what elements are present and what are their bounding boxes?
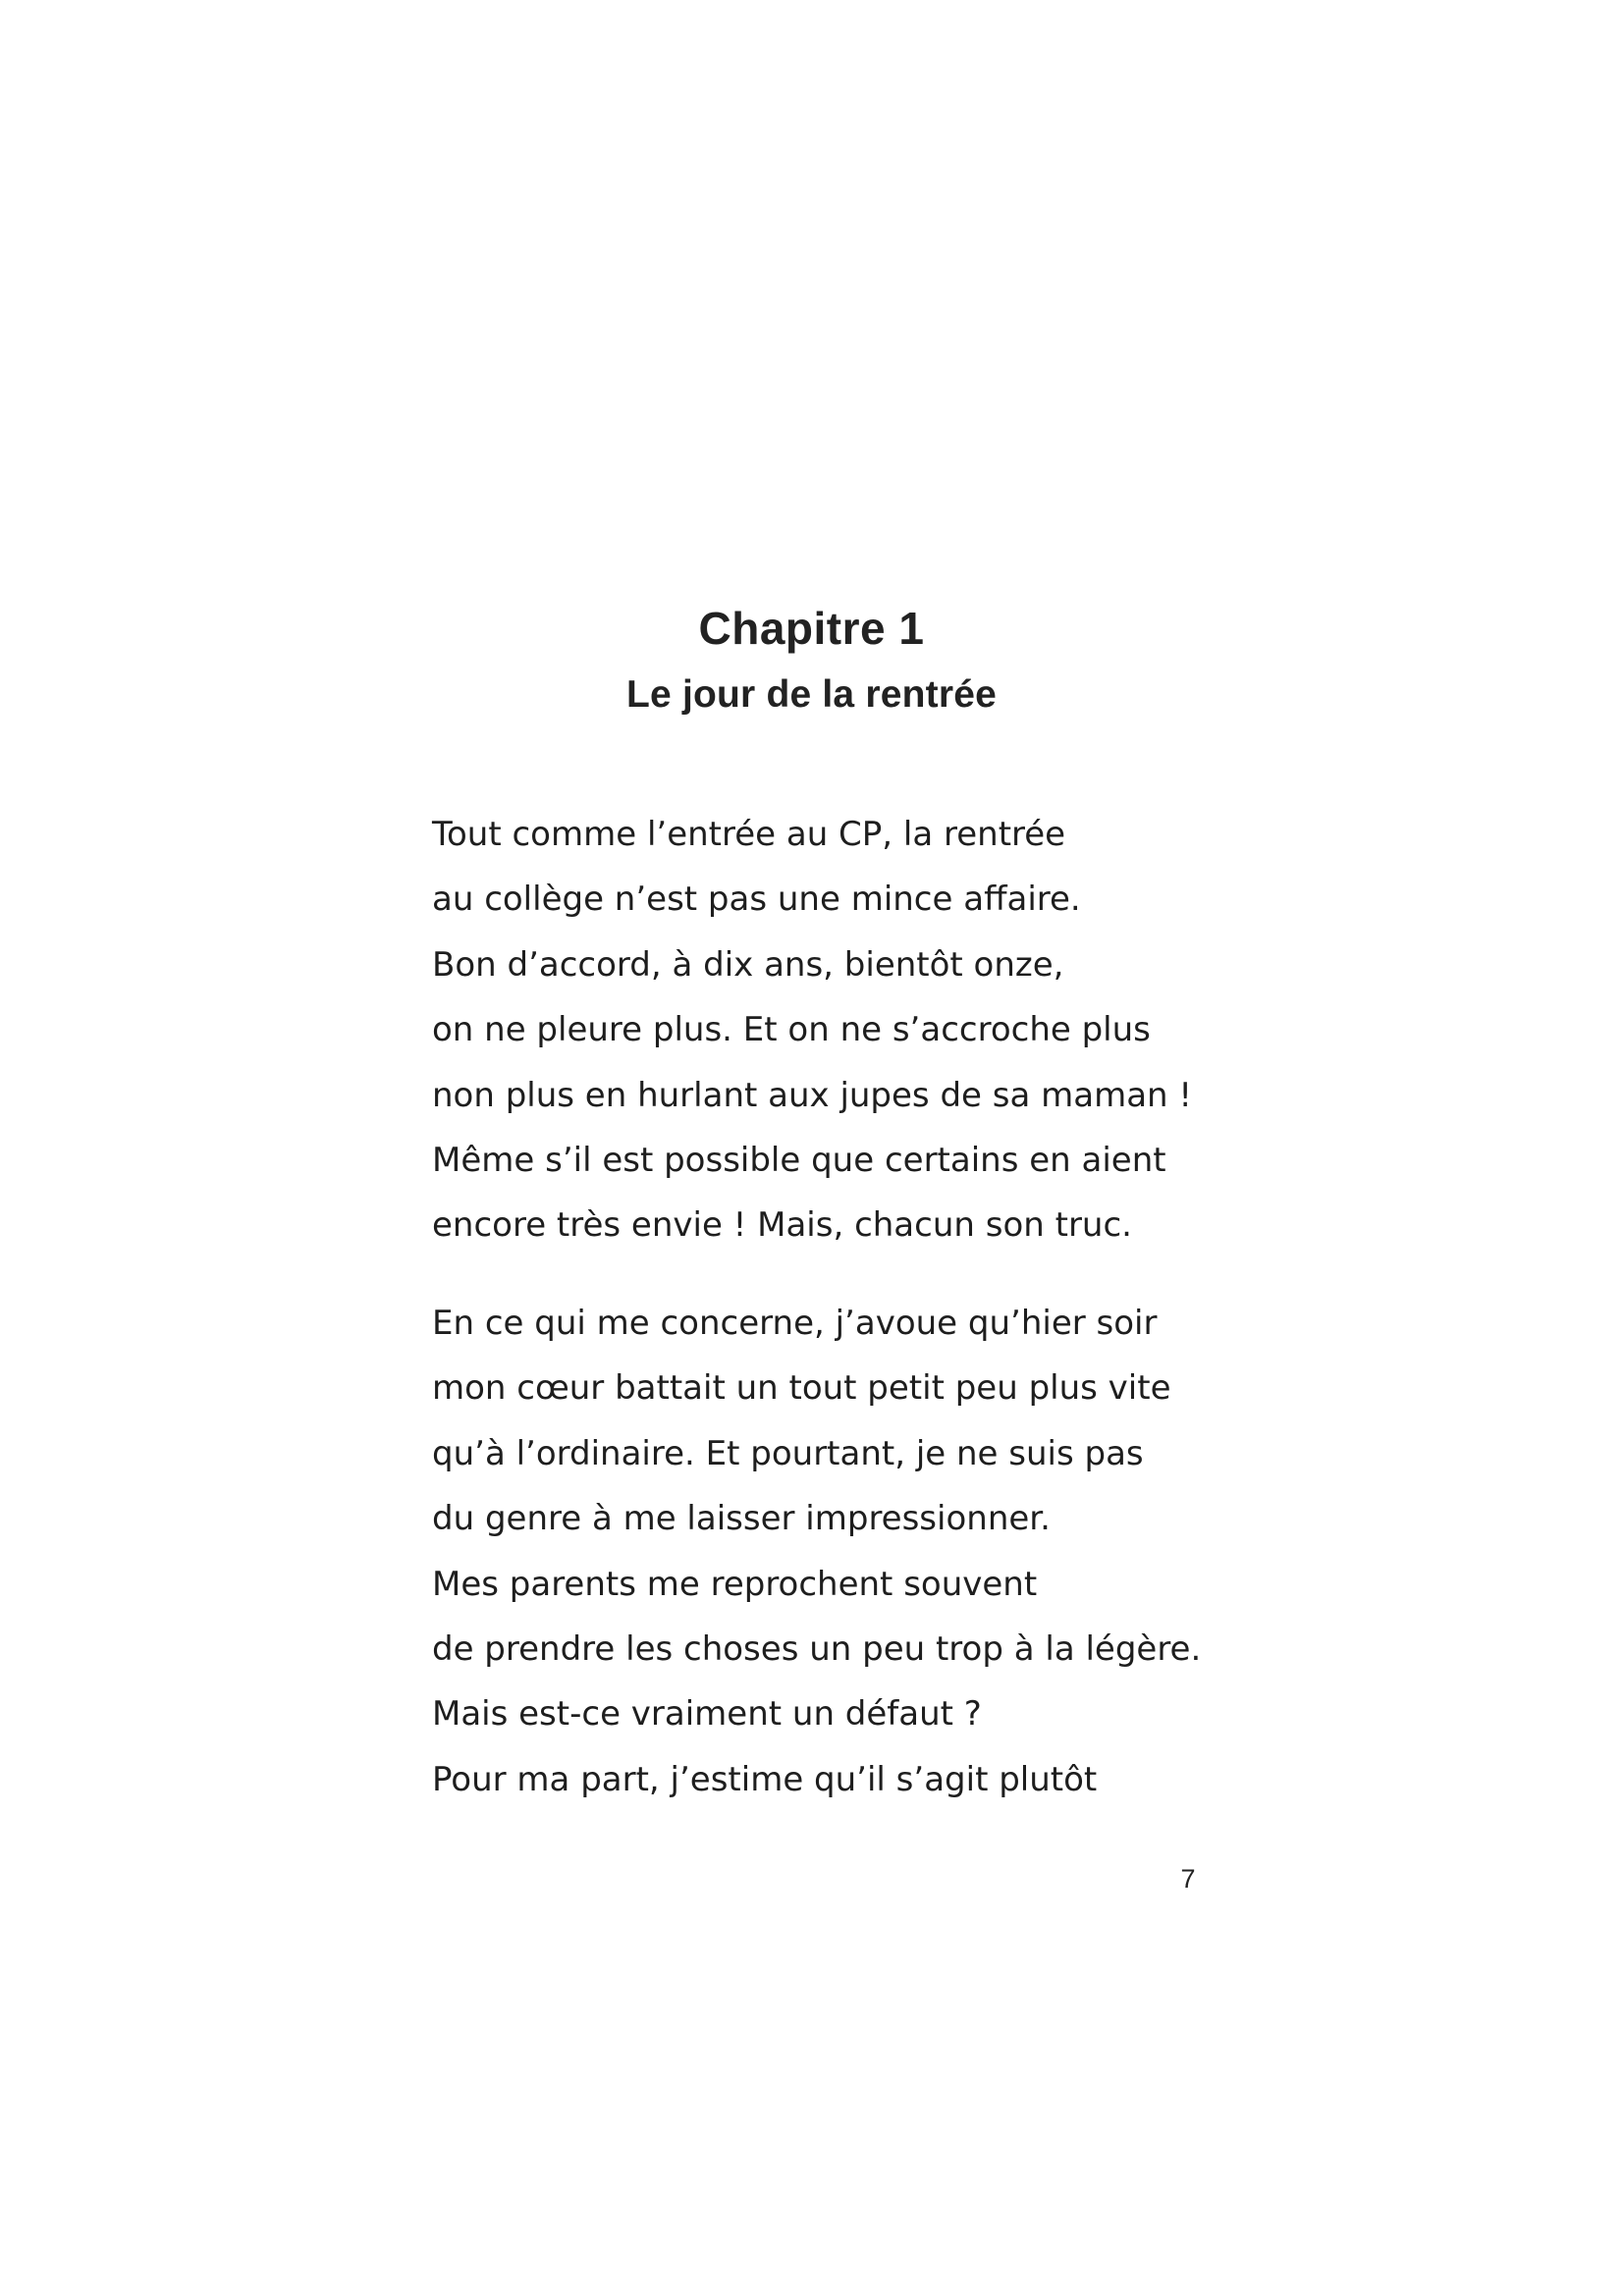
text-line: non plus en hurlant aux jupes de sa maman ! <box>432 1075 1193 1115</box>
text-line: En ce qui me concerne, j’avoue qu’hier soir <box>432 1304 1158 1343</box>
chapter-number: Chapitre 1 <box>698 603 925 654</box>
paragraph-2 <box>432 1291 1414 1812</box>
text-line: on ne pleure plus. Et on ne s’accroche plus <box>432 1010 1151 1050</box>
text-line: Bon d’accord, à dix ans, bientôt onze, <box>432 944 1064 985</box>
page-number: 7 <box>1180 1864 1196 1894</box>
text-line: de prendre les choses un peu trop à la légère. <box>432 1629 1202 1670</box>
text-line: au collège n’est pas une mince affaire. <box>432 880 1081 920</box>
text-line: Mais est-ce vraiment un défaut ? <box>432 1694 982 1735</box>
text-line: du genre à me laisser impressionner. <box>432 1499 1051 1539</box>
paragraph-1 <box>432 802 1414 1258</box>
text-line: mon cœur battait un tout petit peu plus vite <box>432 1368 1171 1409</box>
text-line: Tout comme l’entrée au CP, la rentrée <box>432 815 1066 854</box>
text-line: Mes parents me reprochent souvent <box>432 1564 1038 1604</box>
chapter-title: Le jour de la rentrée <box>626 673 997 716</box>
text-line: qu’à l’ordinaire. Et pourtant, je ne suis pas <box>432 1433 1144 1473</box>
text-line: Pour ma part, j’estime qu’il s’agit plutôt <box>432 1759 1098 1799</box>
text-line: encore très envie ! Mais, chacun son truc. <box>432 1205 1132 1246</box>
text-line: Même s’il est possible que certains en aient <box>432 1141 1166 1181</box>
